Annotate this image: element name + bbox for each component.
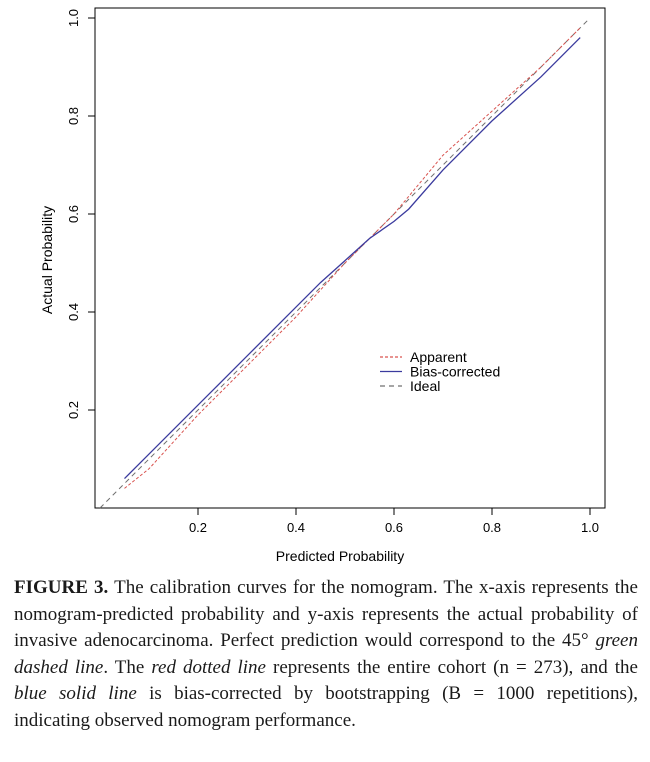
series-lines [100, 18, 590, 508]
x-tick-label: 0.8 [482, 520, 502, 535]
y-tick-label: 0.4 [66, 302, 81, 322]
caption-text-3: represents the entire cohort (n = 273), and the [266, 656, 638, 678]
y-tick-label: 1.0 [66, 8, 81, 28]
series-line-bias-corrected [125, 38, 581, 479]
caption-text-2: . The [103, 656, 152, 678]
figure-caption [14, 575, 638, 734]
y-tick-label: 0.8 [66, 106, 81, 126]
x-tick-label: 1.0 [580, 520, 600, 535]
caption-text-1: The calibration curves for the nomogram. The x-axis represents the nomogram-predicted probability and y-axis represents the actual probability of invasive adenocarcinoma. Perfect prediction would correspond to the 45° [14, 577, 638, 651]
legend-label: Ideal [410, 378, 441, 394]
y-tick-label: 0.6 [66, 204, 81, 224]
legend-label: Apparent [410, 349, 467, 365]
y-axis-title: Actual Probability [39, 205, 55, 315]
caption-label: FIGURE 3. [14, 577, 109, 598]
x-axis-title: Predicted Probability [275, 548, 405, 564]
y-tick-label: 0.2 [66, 400, 81, 420]
x-tick-label: 0.2 [188, 520, 208, 535]
caption-text-4: is bias-corrected by bootstrapping (B = 1000 repetitions), indicating observed nomogram performance. [14, 683, 639, 731]
legend [380, 349, 500, 394]
x-tick-label: 0.4 [286, 520, 306, 535]
x-tick-label: 0.6 [384, 520, 404, 535]
caption-italic-red: red dotted line [151, 656, 266, 678]
caption-italic-green: green dashed line [14, 630, 638, 678]
caption-italic-blue: blue solid line [14, 683, 137, 704]
series-line-apparent [125, 28, 581, 489]
axes [39, 8, 605, 564]
legend-label: Bias-corrected [410, 363, 501, 380]
